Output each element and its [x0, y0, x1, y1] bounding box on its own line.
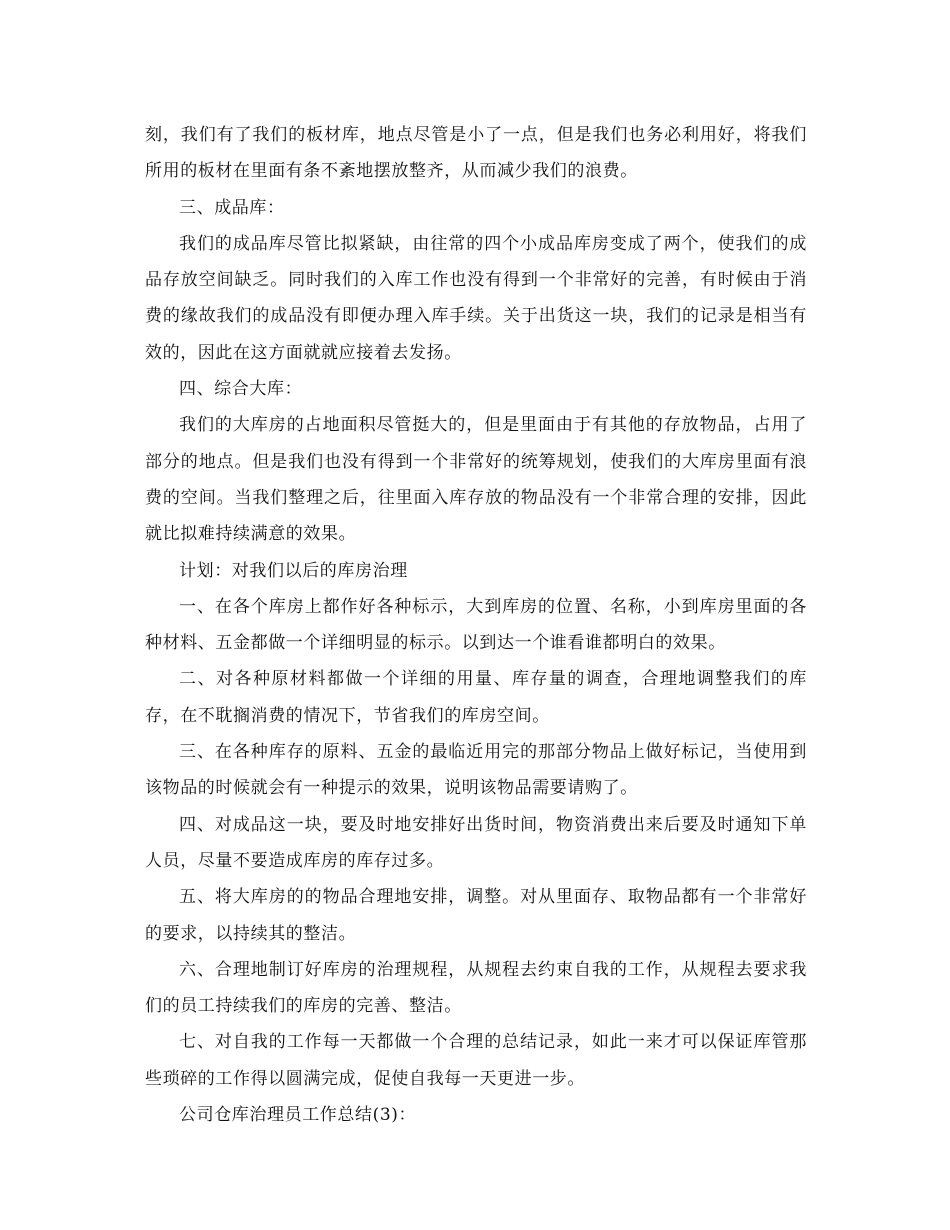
section-heading-summary-3: 公司仓库治理员工作总结(3)：	[179, 1105, 417, 1126]
section-heading-finished-goods: 三、成品库：	[179, 197, 285, 218]
plan-item-4: 四、对成品这一块，要及时地安排好出货时间，物资消费出来后要及时通知下单人员，尽量不要造成库房的库存过多。	[145, 814, 807, 871]
plan-item-1: 一、在各个库房上都作好各种标示，大到库房的位置、名称，小到库房里面的各种材料、五金都做一个详细明显的标示。以到达一个谁看谁都明白的效果。	[145, 596, 807, 654]
plan-item-3: 三、在各种库存的原料、五金的最临近用完的那部分物品上做好标记，当使用到该物品的时候就会有一种提示的效果，说明该物品需要请购了。	[145, 742, 807, 799]
paragraph-continuation: 刻，我们有了我们的板材库，地点尽管是小了一点，但是我们也务必利用好，将我们所用的板材在里面有条不紊地摆放整齐，从而减少我们的浪费。	[145, 125, 807, 182]
plan-item-2: 二、对各种原材料都做一个详细的用量、库存量的调查，合理地调整我们的库存，在不耽搁消费的情况下，节省我们的库房空间。	[145, 669, 807, 726]
plan-item-6: 六、合理地制订好库房的治理规程，从规程去约束自我的工作，从规程去要求我们的员工持续我们的库房的完善、整洁。	[145, 959, 807, 1017]
section-heading-main-warehouse: 四、综合大库：	[179, 379, 303, 400]
plan-item-5: 五、将大库房的的物品合理地安排，调整。对从里面存、取物品都有一个非常好的要求，以持续其的整洁。	[145, 887, 807, 944]
section-heading-plan: 计划：对我们以后的库房治理	[179, 560, 408, 581]
paragraph-finished-goods: 我们的成品库尽管比拟紧缺，由往常的四个小成品库房变成了两个，使我们的成品存放空间缺乏。同时我们的入库工作也没有得到一个非常好的完善，有时候由于消费的缘故我们的成品没有即便办理入库手续。关于出货这一块，我们的记录是相当有效的，因此在这方面就就应接着去发扬。	[145, 233, 807, 363]
document-body	[145, 117, 807, 1133]
plan-item-7: 七、对自我的工作每一天都做一个合理的总结记录，如此一来才可以保证库管那些琐碎的工作得以圆满完成，促使自我每一天更进一步。	[145, 1032, 807, 1089]
paragraph-main-warehouse: 我们的大库房的占地面积尽管挺大的，但是里面由于有其他的存放物品，占用了部分的地点。但是我们也没有得到一个非常好的统筹规划，使我们的大库房里面有浪费的空间。当我们整理之后，往里面入库存放的物品没有一个非常合理的安排，因此就比拟难持续满意的效果。	[145, 415, 807, 545]
